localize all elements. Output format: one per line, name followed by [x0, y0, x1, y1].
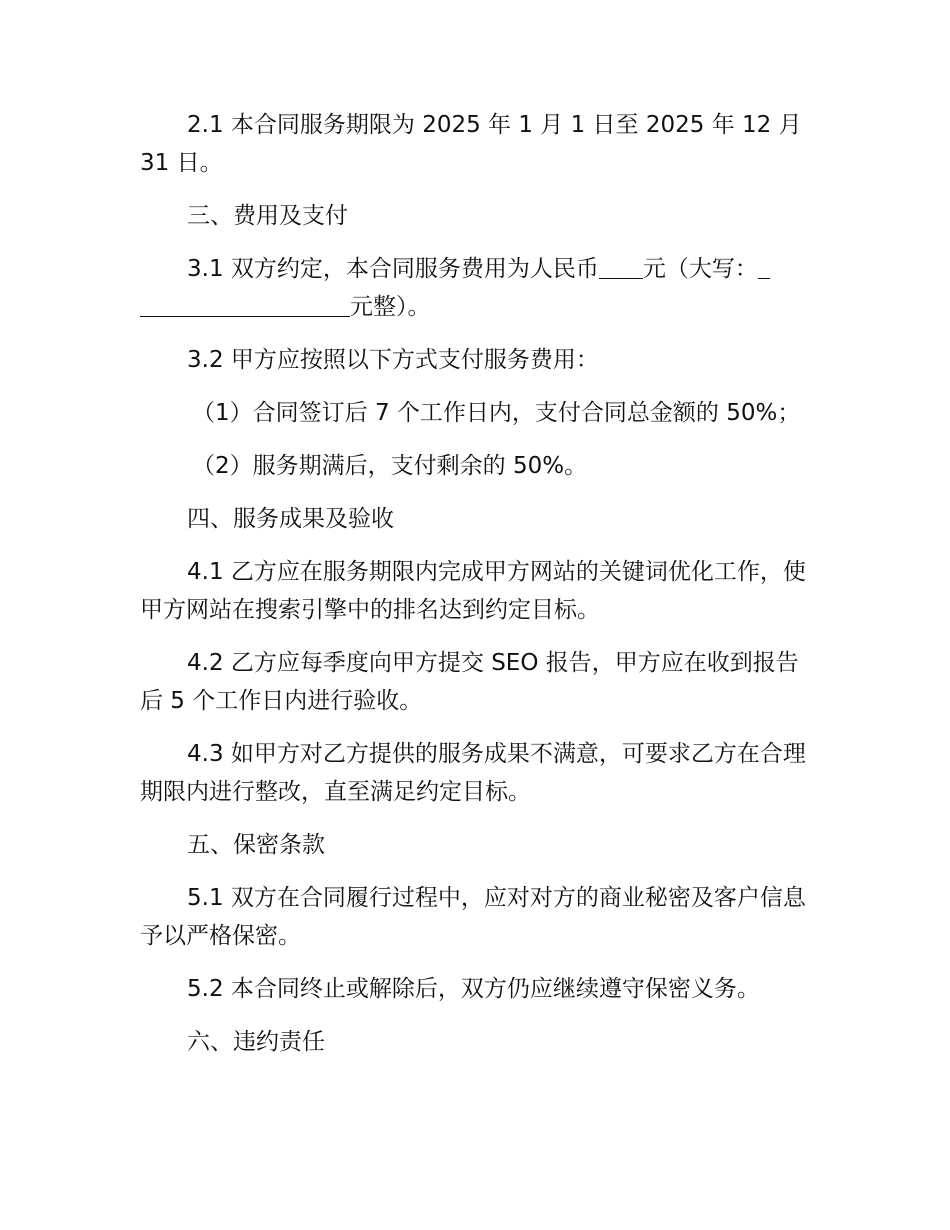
clause-4-1: 4.1 乙方应在服务期限内完成甲方网站的关键词优化工作，使甲方网站在搜索引擎中的排名达到约定目标。: [140, 559, 806, 623]
clause-3-2: 3.2 甲方应按照以下方式支付服务费用：: [187, 347, 599, 373]
section-heading-deliverables: 四、服务成果及验收: [187, 506, 394, 532]
document-page: [140, 106, 812, 1076]
amount-words-blank-start: [758, 256, 770, 279]
clause-3-2-item-1: （1）合同签订后 7 个工作日内，支付合同总金额的 50%；: [192, 400, 801, 426]
section-heading-fees: 三、费用及支付: [187, 203, 348, 229]
clause-2-1: 2.1 本合同服务期限为 2025 年 1 月 1 日至 2025 年 12 月 31 日。: [140, 112, 802, 176]
section-heading-liability: 六、违约责任: [187, 1029, 325, 1055]
section-heading-confidentiality: 五、保密条款: [187, 832, 325, 858]
clause-4-2: 4.2 乙方应每季度向甲方提交 SEO 报告，甲方应在收到报告后 5 个工作日内进行验收。: [140, 650, 799, 714]
clause-3-1-middle: 元（大写：: [642, 256, 758, 282]
clause-3-1-prefix: 3.1 双方约定，本合同服务费用为人民币: [187, 256, 599, 282]
clause-3-1: [140, 250, 812, 326]
clause-5-2: 5.2 本合同终止或解除后，双方仍应继续遵守保密义务。: [187, 976, 760, 1002]
clause-3-1-suffix: 元整）。: [350, 294, 431, 320]
amount-blank: [599, 256, 643, 279]
clause-3-2-item-2: （2）服务期满后，支付剩余的 50%。: [192, 453, 588, 479]
clause-4-3: 4.3 如甲方对乙方提供的服务成果不满意，可要求乙方在合理期限内进行整改，直至满足约定目标。: [140, 741, 806, 805]
clause-5-1: 5.1 双方在合同履行过程中，应对对方的商业秘密及客户信息予以严格保密。: [140, 885, 806, 949]
amount-words-blank: [140, 294, 350, 317]
